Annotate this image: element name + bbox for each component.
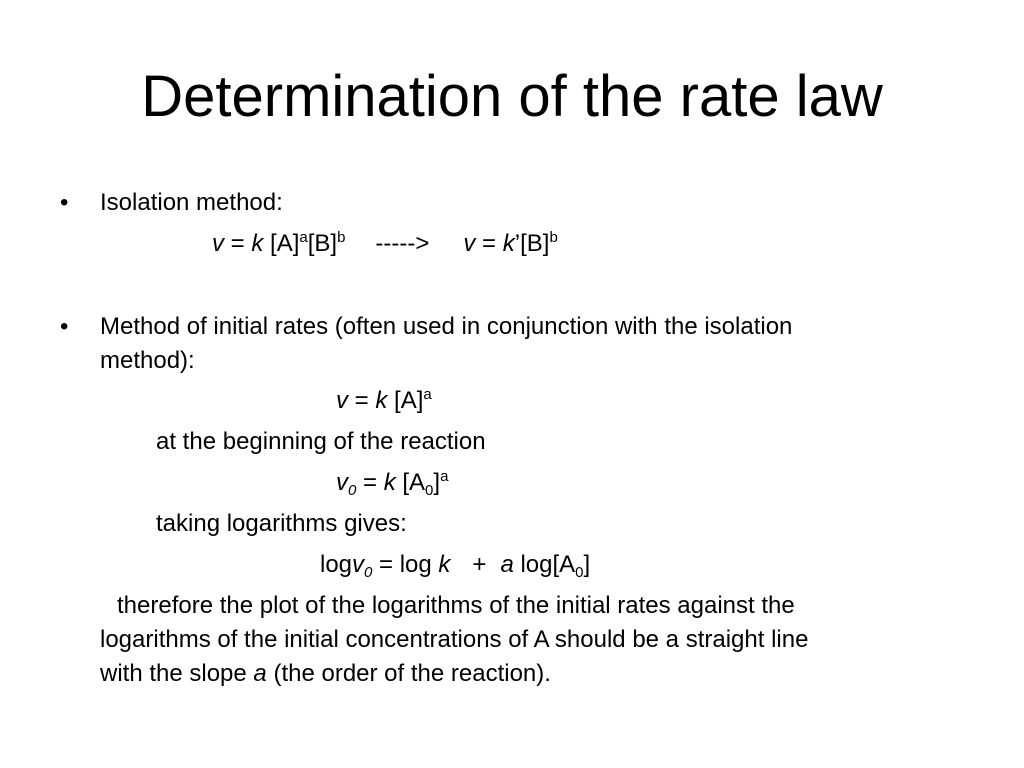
conclusion-text: with the slope <box>100 660 254 687</box>
plus-sign: + <box>472 551 487 578</box>
arrow: -----> <box>375 230 430 257</box>
rate-constant-symbol: k <box>438 551 451 578</box>
logarithms-text: taking logarithms gives: <box>156 510 407 537</box>
subscript-zero: 0 <box>425 482 434 499</box>
equals-sign: = <box>356 469 384 496</box>
slide-title: Determination of the rate law <box>141 64 883 129</box>
conclusion-line1: therefore the plot of the logarithms of the initial rates against the <box>117 592 795 619</box>
log-function: log <box>320 551 353 578</box>
equals-sign: = <box>348 387 376 414</box>
rate-symbol: v <box>336 387 348 414</box>
rate-constant-symbol: k <box>375 387 388 414</box>
conc-a-open: [A <box>395 469 426 496</box>
order-a-exponent: a <box>423 386 432 403</box>
order-symbol: a <box>500 551 514 578</box>
bracket-close: ] <box>433 469 441 496</box>
order-a-exponent: a <box>299 229 308 246</box>
prime-mark: ’ <box>514 230 521 257</box>
subscript-zero: 0 <box>348 482 357 499</box>
rate-symbol: v <box>463 230 476 257</box>
beginning-text: at the beginning of the reaction <box>156 428 486 455</box>
log-conc-a-open: log[A <box>513 551 576 578</box>
conclusion-line3 <box>100 659 551 689</box>
initial-rates-label-line2: method): <box>100 347 195 374</box>
conc-a: [A] <box>263 230 300 257</box>
order-a-exponent: a <box>440 468 449 485</box>
isolation-equation <box>212 229 558 259</box>
bracket-close: ] <box>583 551 591 578</box>
conclusion-text: (the order of the reaction). <box>266 660 551 687</box>
conc-b: [B] <box>307 230 338 257</box>
subscript-zero: 0 <box>575 564 584 581</box>
rate-symbol: v <box>352 551 365 578</box>
bullet-marker: • <box>60 189 69 216</box>
log-equation <box>320 550 590 580</box>
rate-symbol: v <box>336 469 348 496</box>
initial-rates-label-line1: Method of initial rates (often used in conjunction with the isolation <box>100 313 793 340</box>
rate-constant-symbol: k <box>251 230 264 257</box>
initial-rate-equation <box>336 468 448 498</box>
order-b-exponent: b <box>337 229 346 246</box>
rate-constant-symbol: k <box>383 469 396 496</box>
isolation-method-label: Isolation method: <box>100 189 283 216</box>
order-b-exponent: b <box>549 229 558 246</box>
equals-sign: = <box>475 230 503 257</box>
bullet-marker: • <box>60 313 69 340</box>
subscript-zero: 0 <box>364 564 373 581</box>
equals-log: = log <box>372 551 439 578</box>
rate-equation-a <box>336 386 432 416</box>
equals-sign: = <box>224 230 252 257</box>
rate-constant-symbol: k <box>502 230 515 257</box>
order-symbol: a <box>253 660 267 687</box>
rate-symbol: v <box>212 230 224 257</box>
conc-b: [B] <box>520 230 550 257</box>
conclusion-line2: logarithms of the initial concentrations of A should be a straight line <box>100 626 809 653</box>
conc-a: [A] <box>387 387 424 414</box>
